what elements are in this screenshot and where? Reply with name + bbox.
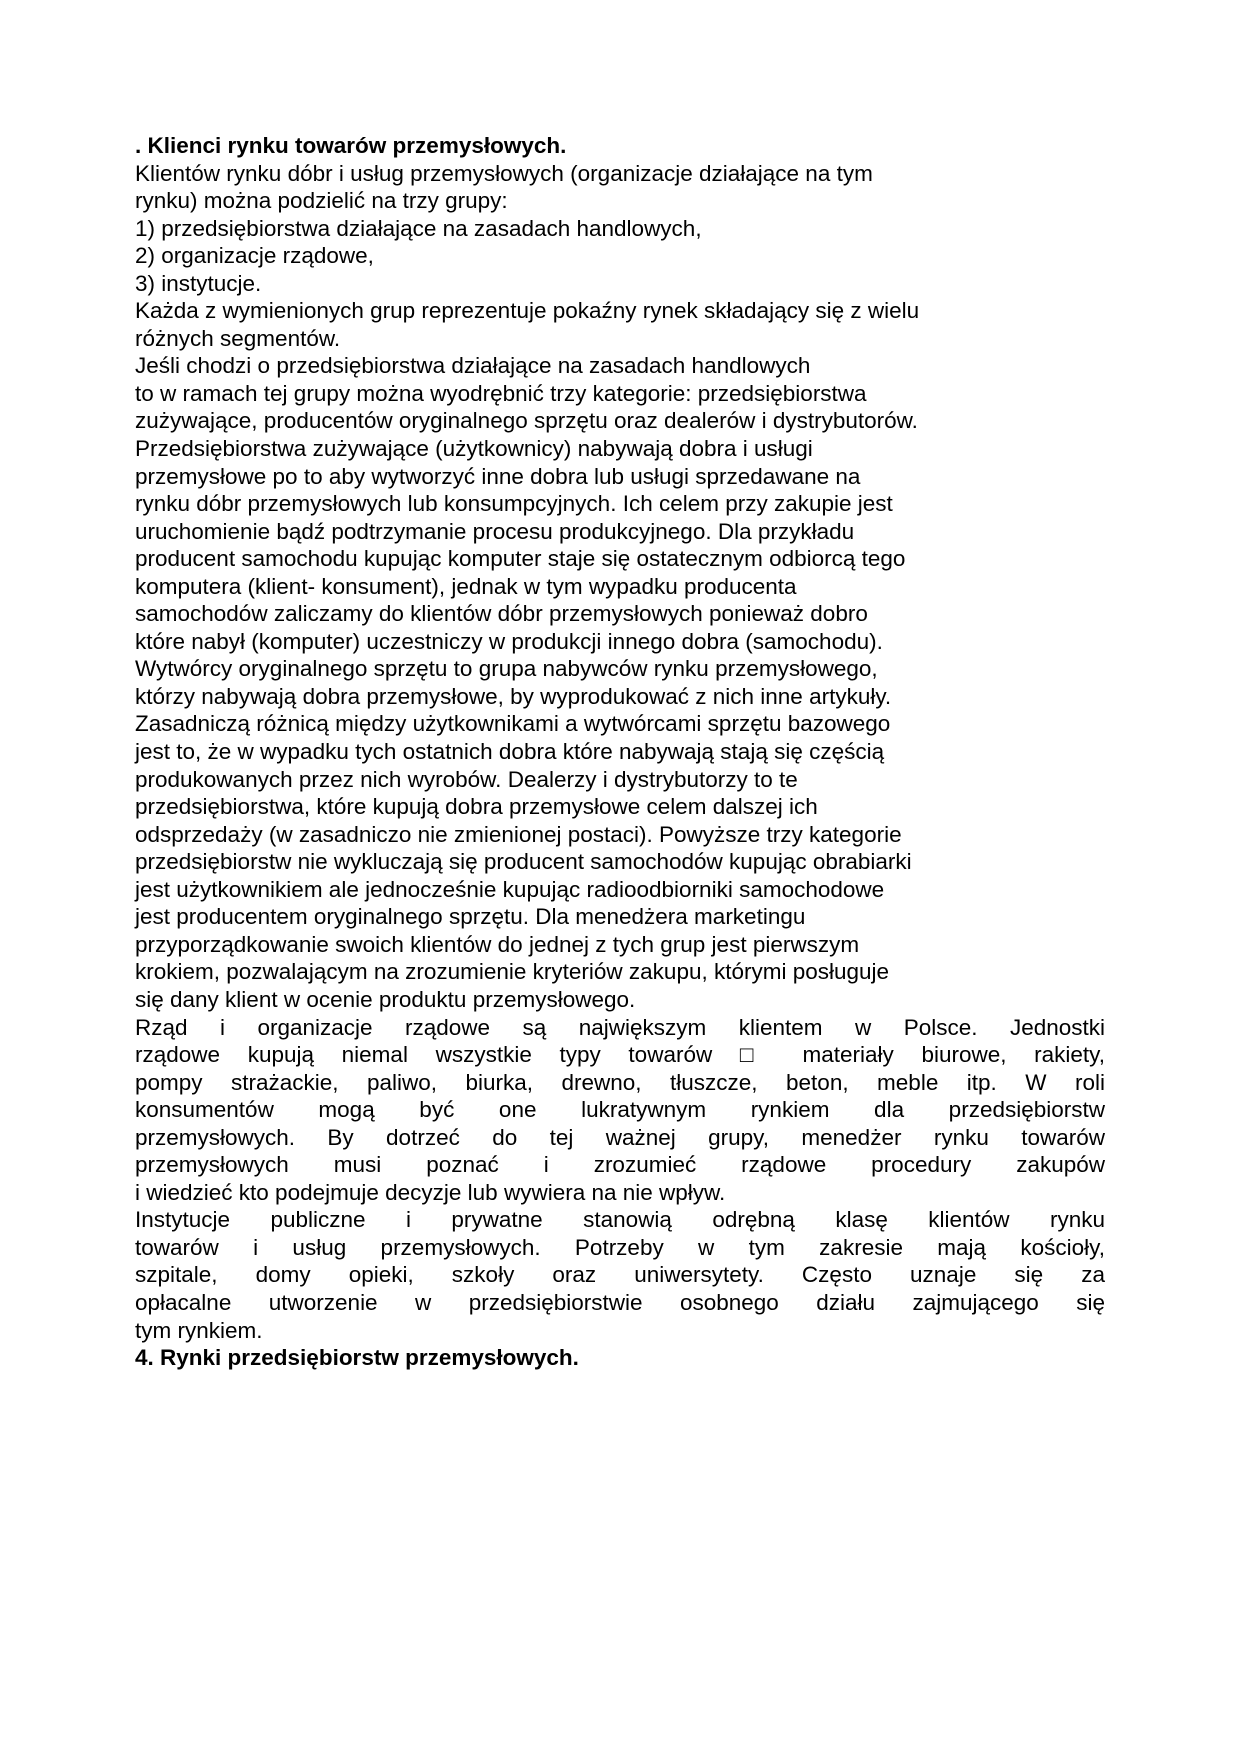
text-line: Rząd i organizacje rządowe są największym klientem w Polsce. Jednostki: [135, 1014, 1105, 1040]
text-line: Jeśli chodzi o przedsiębiorstwa działające na zasadach handlowych: [135, 353, 811, 379]
text-line: 2) organizacje rządowe,: [135, 243, 374, 269]
text-line: . Klienci rynku towarów przemysłowych.: [135, 133, 567, 158]
text-line: uruchomienie bądź podtrzymanie procesu produkcyjnego. Dla przykładu: [135, 518, 855, 544]
paragraph: [135, 215, 1105, 243]
text-line: Klientów rynku dóbr i usług przemysłowych (organizacje działające na tym: [135, 160, 873, 186]
text-line: przemysłowych. By dotrzeć do tej ważnej grupy, menedżer rynku towarów: [135, 1124, 1105, 1150]
text-line: Każda z wymienionych grup reprezentuje pokaźny rynek składający się z wielu: [135, 298, 920, 324]
paragraph: [135, 270, 1105, 298]
text-line: i wiedzieć kto podejmuje decyzje lub wywiera na nie wpływ.: [135, 1179, 726, 1205]
text-line: jest użytkownikiem ale jednocześnie kupując radioodbiorniki samochodowe: [135, 876, 885, 902]
text-line: przemysłowych musi poznać i zrozumieć rządowe procedury zakupów: [135, 1152, 1105, 1178]
text-line: produkowanych przez nich wyrobów. Dealerzy i dystrybutorzy to te: [135, 766, 798, 792]
text-line: Przedsiębiorstwa zużywające (użytkownicy) nabywają dobra i usługi: [135, 436, 813, 462]
heading: [135, 1344, 1105, 1372]
text-line: przemysłowe po to aby wytworzyć inne dobra lub usługi sprzedawane na: [135, 463, 861, 489]
text-line: szpitale, domy opieki, szkoły oraz uniwersytety. Często uznaje się za: [135, 1262, 1105, 1288]
paragraph: [135, 352, 1105, 1013]
text-line: konsumentów mogą być one lukratywnym rynkiem dla przedsiębiorstw: [135, 1097, 1105, 1123]
text-line: Zasadniczą różnicą między użytkownikami a wytwórcami sprzętu bazowego: [135, 711, 891, 737]
text-line: towarów i usług przemysłowych. Potrzeby w tym zakresie mają kościoły,: [135, 1234, 1105, 1260]
text-line: producent samochodu kupując komputer staje się ostatecznym odbiorcą tego: [135, 546, 906, 572]
text-line: komputera (klient- konsument), jednak w tym wypadku producenta: [135, 573, 797, 599]
text-line: rynku dóbr przemysłowych lub konsumpcyjnych. Ich celem przy zakupie jest: [135, 491, 893, 517]
text-line: które nabył (komputer) uczestniczy w produkcji innego dobra (samochodu).: [135, 628, 883, 654]
text-line: różnych segmentów.: [135, 325, 341, 351]
text-line: 3) instytucje.: [135, 270, 262, 296]
paragraph: [135, 160, 1105, 215]
text-line: 1) przedsiębiorstwa działające na zasadach handlowych,: [135, 215, 702, 241]
text-line: przyporządkowanie swoich klientów do jednej z tych grup jest pierwszym: [135, 931, 860, 957]
heading: [135, 132, 1105, 160]
text-line: zużywające, producentów oryginalnego sprzętu oraz dealerów i dystrybutorów.: [135, 408, 918, 434]
text-line: tym rynkiem.: [135, 1317, 263, 1343]
text-line: rynku) można podzielić na trzy grupy:: [135, 188, 508, 214]
paragraph: [135, 1206, 1105, 1344]
text-line: jest to, że w wypadku tych ostatnich dobra które nabywają stają się częścią: [135, 739, 885, 765]
text-line: rządowe kupują niemal wszystkie typy towarów □ materiały biurowe, rakiety,: [135, 1042, 1105, 1068]
text-line: Wytwórcy oryginalnego sprzętu to grupa nabywców rynku przemysłowego,: [135, 656, 878, 682]
text-line: krokiem, pozwalającym na zrozumienie kryteriów zakupu, którymi posługuje: [135, 959, 890, 985]
text-line: jest producentem oryginalnego sprzętu. Dla menedżera marketingu: [135, 904, 806, 930]
text-line: opłacalne utworzenie w przedsiębiorstwie osobnego działu zajmującego się: [135, 1289, 1105, 1315]
paragraph: [135, 1014, 1105, 1207]
text-line: samochodów zaliczamy do klientów dóbr przemysłowych ponieważ dobro: [135, 601, 868, 627]
paragraph: [135, 242, 1105, 270]
text-line: się dany klient w ocenie produktu przemysłowego.: [135, 986, 636, 1012]
text-line: Instytucje publiczne i prywatne stanowią odrębną klasę klientów rynku: [135, 1207, 1105, 1233]
text-line: przedsiębiorstwa, które kupują dobra przemysłowe celem dalszej ich: [135, 794, 818, 820]
paragraph: [135, 297, 1105, 352]
text-line: odsprzedaży (w zasadniczo nie zmienionej postaci). Powyższe trzy kategorie: [135, 821, 902, 847]
text-line: którzy nabywają dobra przemysłowe, by wyprodukować z nich inne artykuły.: [135, 683, 892, 709]
text-line: 4. Rynki przedsiębiorstw przemysłowych.: [135, 1345, 579, 1371]
text-line: to w ramach tej grupy można wyodrębnić trzy kategorie: przedsiębiorstwa: [135, 380, 867, 406]
text-line: przedsiębiorstw nie wykluczają się producent samochodów kupując obrabiarki: [135, 849, 912, 875]
text-line: pompy strażackie, paliwo, biurka, drewno, tłuszcze, beton, meble itp. W roli: [135, 1069, 1105, 1095]
